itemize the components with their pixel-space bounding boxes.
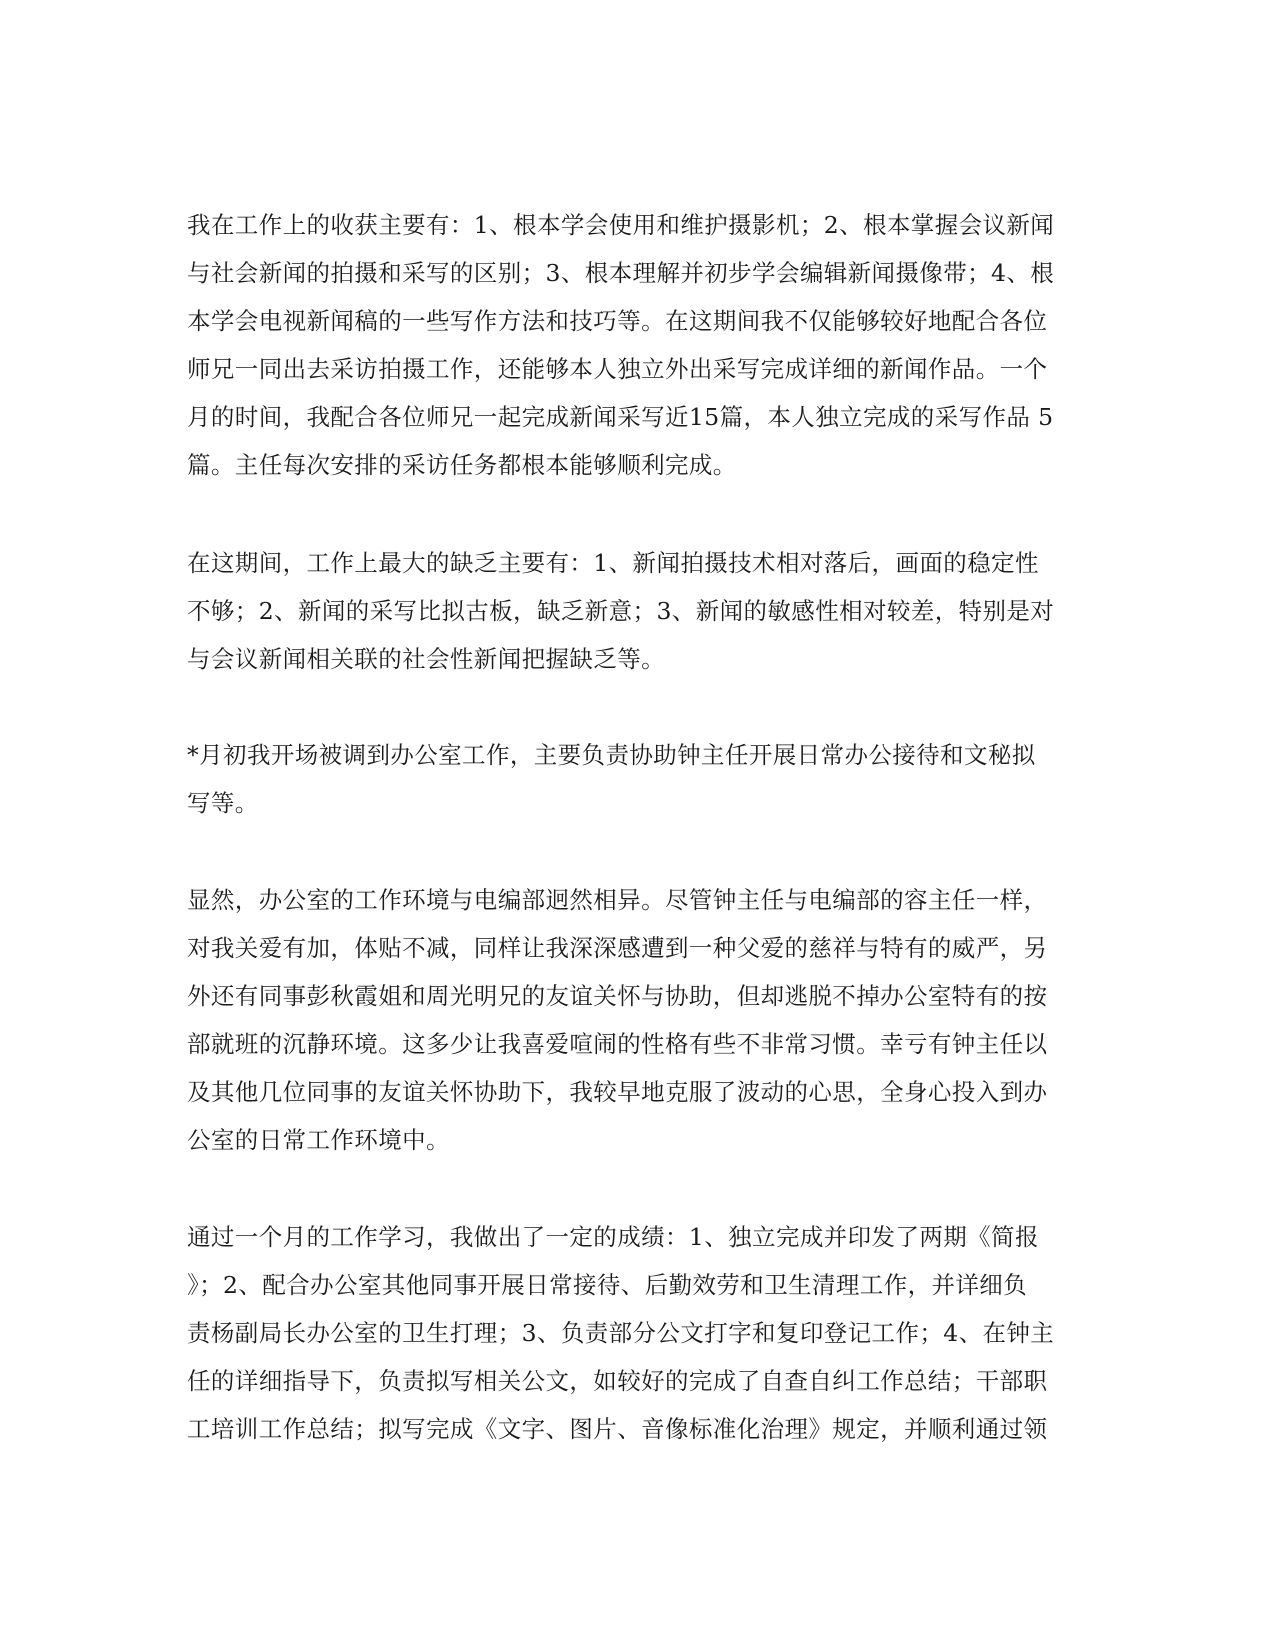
text-line: 外还有同事彭秋霞姐和周光明兄的友谊关怀与协助，但却逃脱不掉办公室特有的按 xyxy=(187,982,1048,1010)
text-line: 写等。 xyxy=(187,789,259,817)
text-line: 工培训工作总结；拟写完成《文字、图片、音像标准化治理》规定，并顺利通过领 xyxy=(187,1415,1048,1443)
paragraph-achievements xyxy=(187,1213,1087,1453)
text-line: 不够；2、新闻的采写比拟古板，缺乏新意；3、新闻的敏感性相对较差，特别是对 xyxy=(187,597,1055,625)
text-line: 通过一个月的工作学习，我做出了一定的成绩：1、独立完成并印发了两期《简报 xyxy=(187,1223,1039,1251)
text-line: 》；2、配合办公室其他同事开展日常接待、后勤效劳和卫生清理工作，并详细负 xyxy=(187,1271,1028,1299)
text-line: 部就班的沉静环境。这多少让我喜爱喧闹的性格有些不非常习惯。幸亏有钟主任以 xyxy=(187,1030,1048,1058)
text-line: 对我关爱有加，体贴不减，同样让我深深感遭到一种父爱的慈祥与特有的威严，另 xyxy=(187,934,1048,962)
text-line: 公室的日常工作环境中。 xyxy=(187,1126,450,1154)
text-line: 月的时间，我配合各位师兄一起完成新闻采写近15篇，本人独立完成的采写作品 5 xyxy=(187,403,1054,431)
text-line: 本学会电视新闻稿的一些写作方法和技巧等。在这期间我不仅能够较好地配合各位 xyxy=(187,307,1048,335)
text-line: 显然，办公室的工作环境与电编部迥然相异。尽管钟主任与电编部的容主任一样， xyxy=(187,886,1048,914)
text-line: 与会议新闻相关联的社会性新闻把握缺乏等。 xyxy=(187,645,665,673)
paragraph-work-gains xyxy=(187,201,1087,489)
paragraph-office-transfer xyxy=(187,731,1087,827)
text-line: 我在工作上的收获主要有：1、根本学会使用和维护摄影机；2、根本掌握会议新闻 xyxy=(187,211,1055,239)
text-line: 与社会新闻的拍摄和采写的区别；3、根本理解并初步学会编辑新闻摄像带；4、根 xyxy=(187,259,1055,287)
text-line: 责杨副局长办公室的卫生打理；3、负责部分公文打字和复印登记工作；4、在钟主 xyxy=(187,1319,1055,1347)
paragraph-shortcomings xyxy=(187,539,1087,683)
text-line: 篇。主任每次安排的采访任务都根本能够顺利完成。 xyxy=(187,451,737,479)
paragraph-office-environment xyxy=(187,876,1087,1164)
text-line: *月初我开场被调到办公室工作，主要负责协助钟主任开展日常办公接待和文秘拟 xyxy=(187,741,1036,769)
text-line: 师兄一同出去采访拍摄工作，还能够本人独立外出采写完成详细的新闻作品。一个 xyxy=(187,355,1048,383)
text-line: 任的详细指导下，负责拟写相关公文，如较好的完成了自查自纠工作总结；干部职 xyxy=(187,1367,1048,1395)
text-line: 在这期间，工作上最大的缺乏主要有：1、新闻拍摄技术相对落后，画面的稳定性 xyxy=(187,549,1039,577)
text-line: 及其他几位同事的友谊关怀协助下，我较早地克服了波动的心思，全身心投入到办 xyxy=(187,1078,1048,1106)
